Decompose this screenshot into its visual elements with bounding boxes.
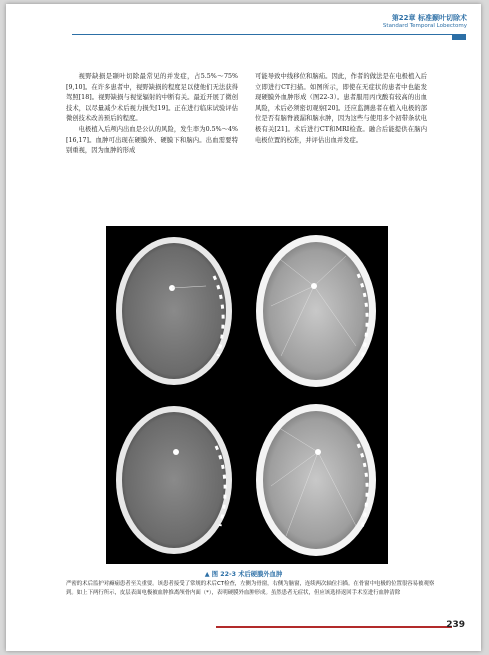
header-rule — [72, 34, 466, 35]
book-page — [6, 4, 481, 651]
paragraph: 视野缺损是颞叶切除最常见的并发症，占5.5%～75%[9,10]。在许多患者中，视野缺损的程度足以使他们无法获得驾照[18]。视野缺损与视觉辐射的中断有关。最近开展了微创技术，以尽量减少术后视力损失[19]。正在进行临床试验评估微创技术改善预后的程度。 — [66, 73, 238, 123]
header-accent-block — [452, 34, 466, 40]
chapter-title-english: Standard Temporal Lobectomy — [382, 23, 467, 29]
page-number: 239 — [446, 620, 465, 630]
ct-bone-window-upper — [106, 226, 247, 395]
ct-brain-window-lower — [247, 395, 388, 564]
ct-brain-window-upper — [247, 226, 388, 395]
text-column-right — [255, 72, 427, 146]
figure-caption-text: 严密的术后监护对癫痫患者至关重要。该患者接受了常规的术后CT检查，左侧为骨窗，右侧为脑窗，连续两次轴位扫描。在骨窗中电极的位置很容易被观察到。如上下两行所示，皮层表面电极被血肿推离颅骨内面（*），表明硬膜外血肿形成。虽然患者无症状，但应该选择返回手术室进行血肿清除 — [66, 581, 435, 596]
paragraph: 可能导致中线移位和脑疝。因此，作者的做法是在电极植入后立即进行CT扫描。如图所示，即使在无症状的患者中也能发现硬膜外血肿形成（图22-3）。患者服用丙戊酸有较高的出血风险，术后必须密切观察[20]。还应监测患者在植入电极的部位是否有脑脊液漏和脑水肿，因为这些与使用多个初带条状电极有关[21]。术后进行CT和MRI检查。融合后能提供在脑内电极位置的校准，并评估出血并发症。 — [255, 73, 427, 144]
ct-scan-figure — [106, 226, 388, 564]
text-column-left — [66, 72, 238, 157]
running-header — [383, 14, 467, 30]
footer-rule — [216, 626, 452, 628]
ct-scan-images — [106, 226, 388, 564]
paragraph: 电极植入后颅内出血是公认的风险，发生率为0.5%～4%[16,17]。血肿可出现在硬膜外、硬膜下和脑内。出血需要特别重视，因为血肿的形成 — [66, 125, 238, 155]
ct-bone-window-lower — [106, 395, 247, 564]
figure-caption-title: ▲ 图 22-3 术后硬膜外血肿 — [204, 571, 283, 578]
chapter-title: 第22章 标准颞叶切除术 — [391, 14, 467, 22]
